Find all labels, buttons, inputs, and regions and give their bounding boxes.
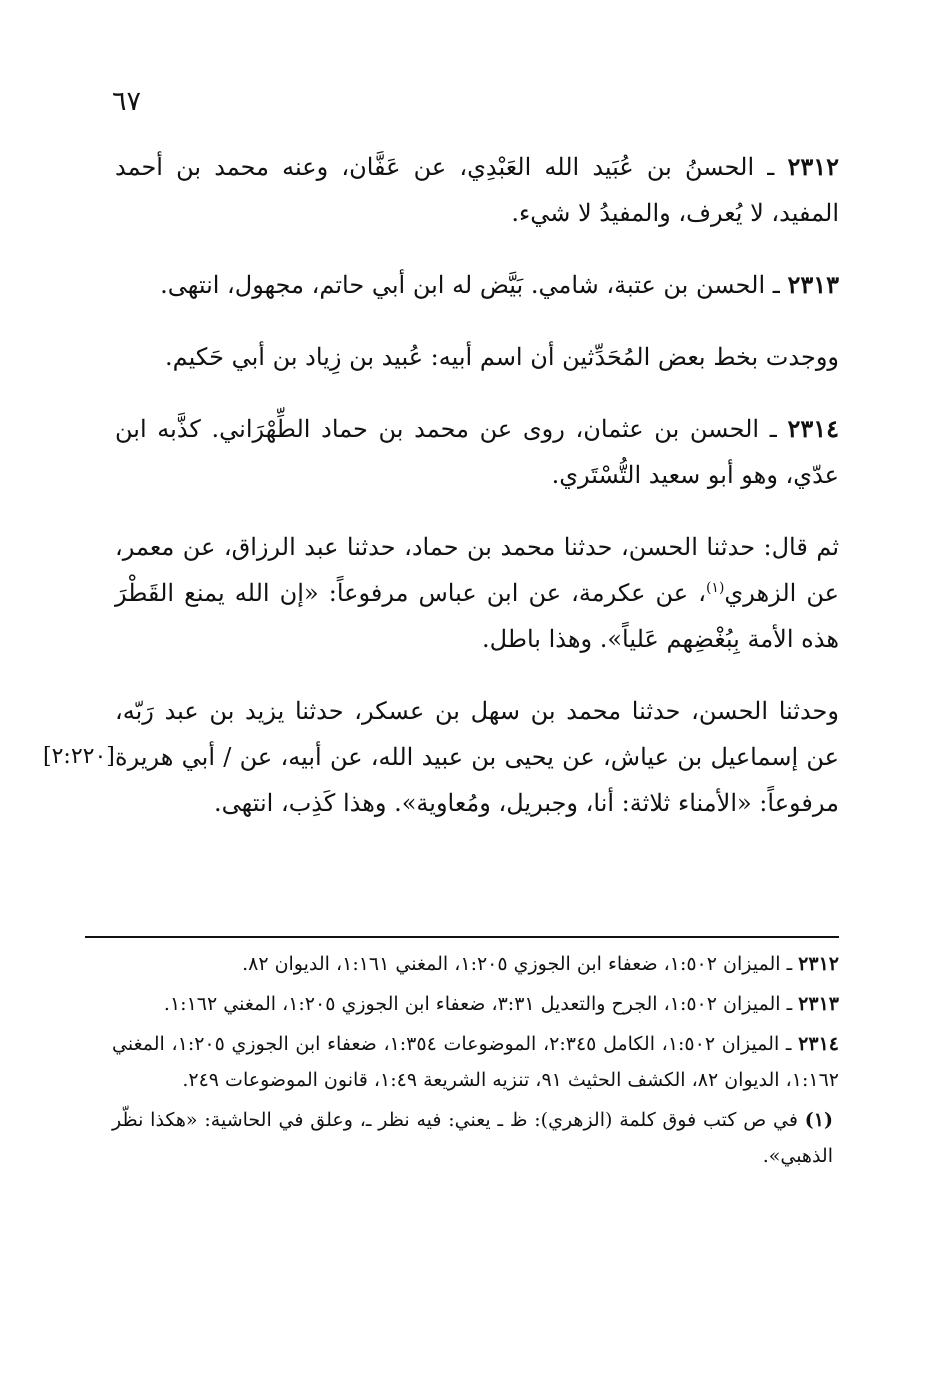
page-number: ٦٧ xyxy=(112,86,142,117)
paragraph-text: وحدثنا الحسن، حدثنا محمد بن سهل بن عسكر، حدثنا يزيد بن عبد رَبّه، عن إسماعيل بن عياش، عن يحيى بن عبيد الله، عن أبيه، عن / أبي هريرة xyxy=(115,697,839,771)
footnote-number: ٢٣١٣ xyxy=(798,993,839,1015)
footnote-2313 xyxy=(112,986,839,1022)
entry-text: ـ الحسن بن عتبة، شامي. بَيَّض له ابن أبي حاتم، مجهول، انتهى. xyxy=(160,271,788,299)
entry-2314 xyxy=(115,406,839,498)
footnote-number: ٢٣١٤ xyxy=(798,1033,839,1055)
footnote-note-1 xyxy=(112,1102,839,1174)
entry-text: ـ الحسنُ بن عُبَيد الله العَبْدِي، عن عَفَّان، وعنه محمد بن أحمد المفيد، لا يُعرف، والمفيدُ لا شيء. xyxy=(115,153,839,227)
footnote-text: في ص كتب فوق كلمة (الزهري): ظ ـ يعني: فيه نظر ـ، وعلق في الحاشية: «هكذا نظّر الذهبي». xyxy=(112,1109,833,1167)
main-text xyxy=(43,144,840,848)
entry-number: ٢٣١٤ xyxy=(787,414,839,443)
paragraph-text: مرفوعاً: «الأمناء ثلاثة: أنا، وجبريل، ومُعاوية». وهذا كَذِب، انتهى. xyxy=(214,789,839,817)
footnote-number: (١) xyxy=(804,1109,833,1131)
footnote-text: ـ الميزان ١:٥٠٢، ضعفاء ابن الجوزي ١:٢٠٥، المغني ١:١٦١، الديوان ٨٢. xyxy=(242,953,799,975)
entry-text: ـ الحسن بن عثمان، روى عن محمد بن حماد الطِّهْرَاني. كذَّبه ابن عدّي، وهو أبو سعيد التُّسْتَري. xyxy=(115,415,839,489)
footnote-text: ـ الميزان ١:٥٠٢، الجرح والتعديل ٣:٣١، ضعفاء ابن الجوزي ١:٢٠٥، المغني ١:١٦٢. xyxy=(163,993,799,1015)
entry-2312 xyxy=(115,144,839,236)
paragraph-text: ، عن عكرمة، عن ابن عباس مرفوعاً: «إن الله يمنع القَطْرَ هذه الأمة بِبُغْضِهم عَلياً». وهذا باطل. xyxy=(115,579,839,653)
paragraph-thumma-qal xyxy=(115,524,839,662)
footnote-2314 xyxy=(112,1026,839,1098)
entry-number: ٢٣١٢ xyxy=(787,152,839,181)
entry-2313 xyxy=(115,262,839,308)
entry-number: ٢٣١٣ xyxy=(787,270,839,299)
paragraph-text: ووجدت بخط بعض المُحَدِّثين أن اسم أبيه: عُبيد بن زِياد بن أبي حَكيم. xyxy=(165,343,839,371)
paragraph-wajadtu xyxy=(115,334,839,380)
paragraph-haddathana xyxy=(43,688,839,826)
footnote-marker[interactable]: (١) xyxy=(705,580,725,596)
footnote-2312 xyxy=(112,946,839,982)
footnote-text: ـ الميزان ١:٥٠٢، الكامل ٢:٣٤٥، الموضوعات ١:٣٥٤، ضعفاء ابن الجوزي ١:٢٠٥، المغني ١:١٦٢، الديوان ٨٢، الكشف الحثيث ٩١، تنزيه الشريعة ١:٤٩، قانون الموضوعات ٢٤٩. xyxy=(112,1033,839,1091)
volume-page-reference: [٢:٢٢٠] xyxy=(43,744,115,769)
footnote-separator xyxy=(85,936,839,938)
footnote-number: ٢٣١٢ xyxy=(798,953,839,975)
paragraph-text: ثم قال: حدثنا الحسن، حدثنا محمد بن حماد، حدثنا عبد الرزاق، عن معمر، عن الزهري xyxy=(115,533,840,607)
footnotes xyxy=(112,946,839,1178)
